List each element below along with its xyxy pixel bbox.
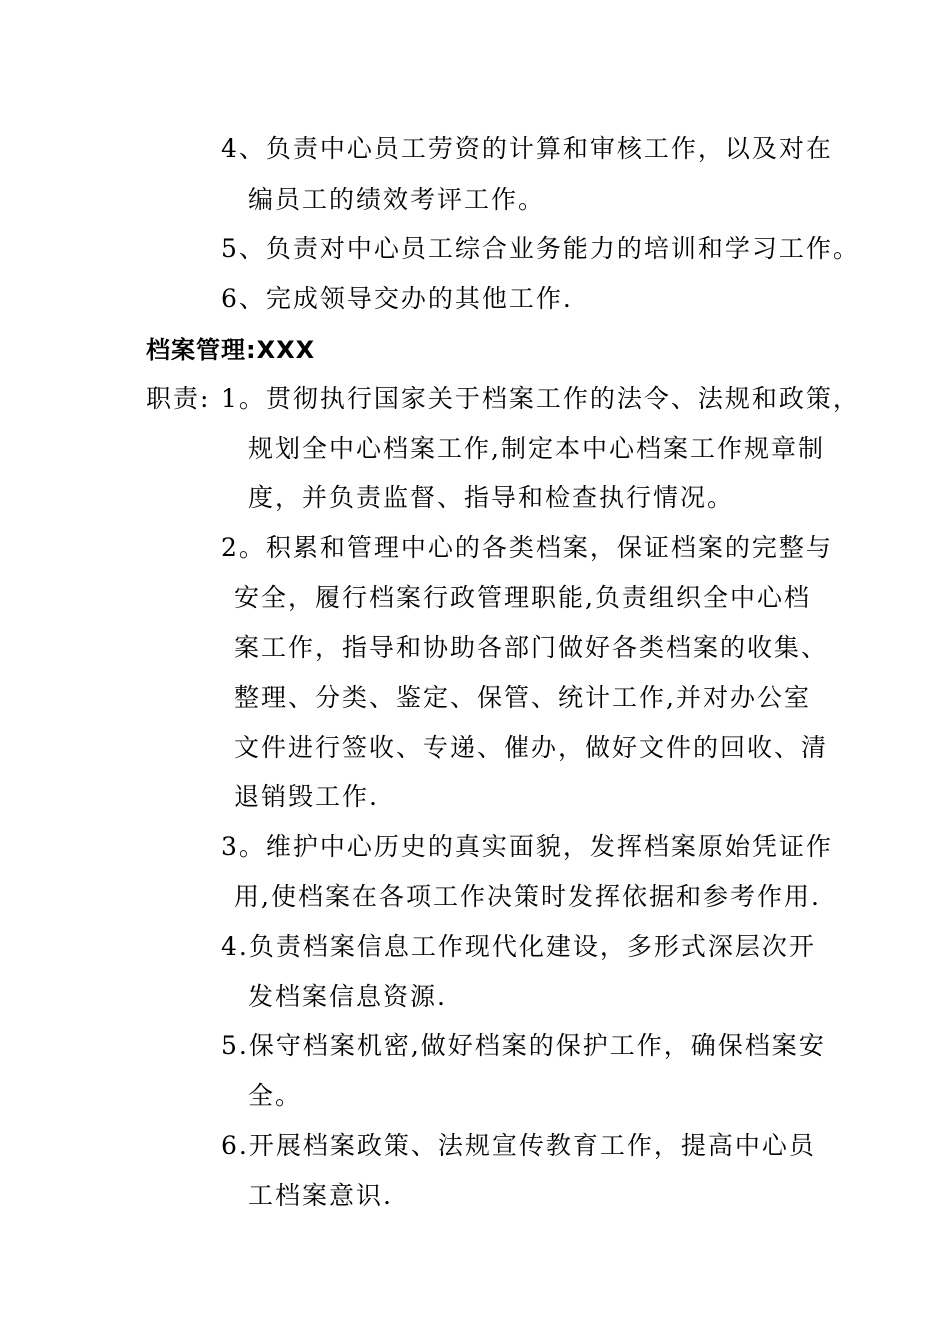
archive-item-2-line-5: 文件进行签收、专递、催办，做好文件的回收、清 [234, 733, 829, 762]
archive-item-3-line-1: 3。维护中心历史的真实面貌，发挥档案原始凭证作 [221, 832, 833, 861]
archive-item-1-line-3: 度，并负责监督、指导和检查执行情况。 [248, 483, 735, 512]
archive-item-4-line-2: 发档案信息资源. [248, 982, 447, 1011]
archive-item-1-line-1: 1。贯彻执行国家关于档案工作的法令、法规和政策， [221, 384, 860, 413]
archive-item-4-line-1: 4.负责档案信息工作现代化建设，多形式深层次开 [221, 932, 816, 961]
archive-item-5-line-1: 5.保守档案机密,做好档案的保护工作，确保档案安 [221, 1031, 826, 1060]
archive-item-3-line-2: 用,使档案在各项工作决策时发挥依据和参考作用. [234, 882, 821, 911]
archive-item-6-line-1: 6.开展档案政策、法规宣传教育工作，提高中心员 [221, 1131, 816, 1160]
duty-label: 职责: [146, 384, 211, 413]
archive-item-2-line-2: 安全，履行档案行政管理职能,负责组织全中心档 [234, 583, 811, 612]
archive-item-5-line-2: 全。 [248, 1081, 303, 1110]
archive-item-2-line-6: 退销毁工作. [234, 782, 379, 811]
prev-item-4-line-2: 编员工的绩效考评工作。 [248, 185, 546, 214]
archive-item-2-line-3: 案工作，指导和协助各部门做好各类档案的收集、 [234, 633, 829, 662]
prev-item-5: 5、负责对中心员工综合业务能力的培训和学习工作。 [221, 234, 860, 263]
archive-item-1-line-2: 规划全中心档案工作,制定本中心档案工作规章制 [248, 434, 825, 463]
archive-item-2-line-4: 整理、分类、鉴定、保管、统计工作,并对办公室 [234, 683, 811, 712]
prev-item-6: 6、完成领导交办的其他工作. [221, 284, 573, 313]
archive-heading: 档案管理:XXX [146, 336, 316, 364]
archive-item-6-line-2: 工档案意识. [248, 1181, 393, 1210]
archive-item-2-line-1: 2。积累和管理中心的各类档案，保证档案的完整与 [221, 533, 833, 562]
prev-item-4-line-1: 4、负责中心员工劳资的计算和审核工作，以及对在 [221, 134, 833, 163]
